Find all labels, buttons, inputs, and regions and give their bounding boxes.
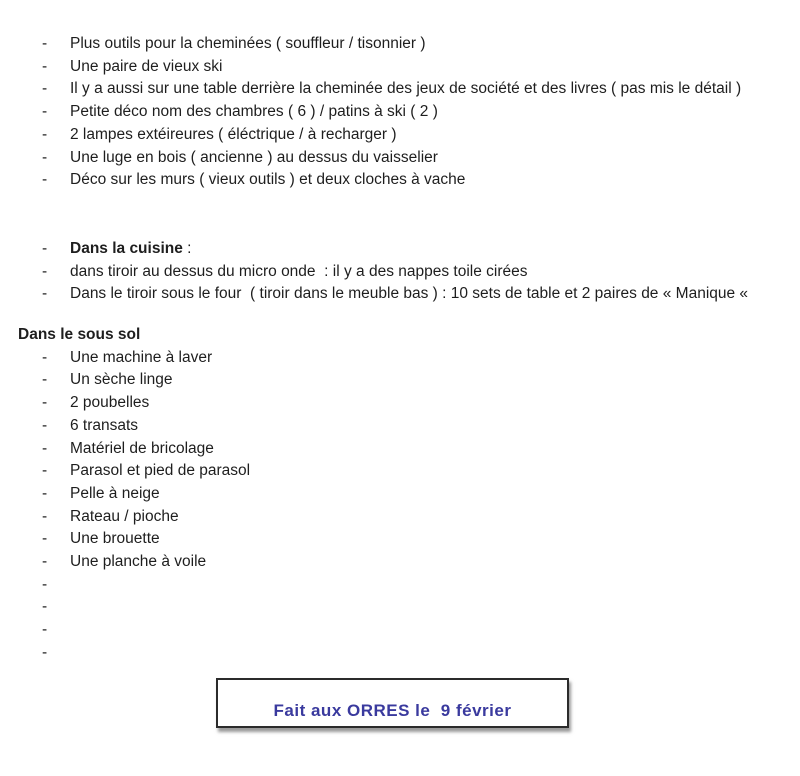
list-item <box>0 147 800 170</box>
list-item <box>0 642 800 665</box>
list-item-text: 6 transats <box>70 416 139 434</box>
dash-bullet: - <box>42 103 48 121</box>
list-item <box>0 169 800 192</box>
list-item-text: Plus outils pour la cheminées ( souffleur / tisonnier ) <box>70 35 426 52</box>
list-item-text: dans tiroir au dessus du micro onde : il y a des nappes toile cirées <box>70 262 528 280</box>
list-item <box>0 619 800 642</box>
dash-bullet: - <box>42 643 48 661</box>
list-item <box>0 415 800 438</box>
list-item-text: Un sèche linge <box>70 371 173 389</box>
list-item <box>0 460 800 483</box>
list-item <box>0 574 800 597</box>
dash-bullet: - <box>42 348 48 366</box>
list-item-text: Déco sur les murs ( vieux outils ) et deux cloches à vache <box>70 171 466 189</box>
sous-sol-list <box>0 324 800 665</box>
list-item-text: Rateau / pioche <box>70 507 179 525</box>
list-item-text <box>70 574 760 597</box>
dash-bullet: - <box>42 439 48 457</box>
dash-bullet: - <box>42 239 48 257</box>
list-item <box>0 483 800 506</box>
list-item <box>0 78 800 101</box>
list-item-text: Matériel de bricolage <box>70 439 214 457</box>
list-item-text: Une luge en bois ( ancienne ) au dessus du vaisselier <box>70 148 438 166</box>
list-item-text: Parasol et pied de parasol <box>70 462 251 480</box>
list-item <box>0 238 800 261</box>
document-sections <box>0 33 800 665</box>
list-item-bold-lead: Dans la cuisine <box>70 239 183 257</box>
list-item-text: Pelle à neige <box>70 484 160 502</box>
list-item-text <box>70 619 760 642</box>
dash-bullet: - <box>42 371 48 389</box>
date-box <box>216 678 569 728</box>
list-item-text: Une brouette <box>70 530 160 548</box>
list-item <box>0 283 800 306</box>
list-item-text: 2 poubelles <box>70 394 150 412</box>
dash-bullet: - <box>42 530 48 548</box>
date-box-label: Fait aux ORRES le 9 février <box>273 700 512 720</box>
list-item <box>0 124 800 147</box>
list-item <box>0 392 800 415</box>
dash-bullet: - <box>42 285 48 303</box>
list-item-text: Petite déco nom des chambres ( 6 ) / patins à ski ( 2 ) <box>70 103 438 121</box>
dash-bullet: - <box>42 416 48 434</box>
list-item <box>0 506 800 529</box>
list-item-text: Une paire de vieux ski <box>70 57 223 75</box>
dash-bullet: - <box>42 484 48 502</box>
list-item <box>0 347 800 370</box>
list-item-text: Dans le tiroir sous le four ( tiroir dans le meuble bas ) : 10 sets de table et 2 paires de « Manique « <box>70 285 749 303</box>
list-item <box>0 528 800 551</box>
list-item-text: Dans la cuisine : <box>70 239 192 257</box>
list-item <box>0 551 800 574</box>
list-item <box>0 596 800 619</box>
dash-bullet: - <box>42 507 48 525</box>
list-item <box>0 56 800 79</box>
list-item <box>0 369 800 392</box>
dash-bullet: - <box>42 553 48 571</box>
dash-bullet: - <box>42 57 48 75</box>
dash-bullet: - <box>42 598 48 616</box>
section-heading: Dans le sous sol <box>18 326 141 344</box>
dash-bullet: - <box>42 462 48 480</box>
list-item <box>0 33 800 56</box>
cheminee-list <box>0 33 800 192</box>
dash-bullet: - <box>42 35 48 52</box>
dash-bullet: - <box>42 621 48 639</box>
list-item <box>0 261 800 284</box>
list-item-text <box>70 596 760 619</box>
list-item-text <box>70 642 760 665</box>
list-item <box>0 438 800 461</box>
list-item-text: Il y a aussi sur une table derrière la cheminée des jeux de société et des livres ( pas mis le détail ) <box>70 80 742 98</box>
list-item-text: Une machine à laver <box>70 348 213 366</box>
dash-bullet: - <box>42 394 48 412</box>
dash-bullet: - <box>42 262 48 280</box>
dash-bullet: - <box>42 80 48 98</box>
cuisine-list <box>0 238 800 306</box>
dash-bullet: - <box>42 171 48 189</box>
list-item <box>0 101 800 124</box>
dash-bullet: - <box>42 148 48 166</box>
list-item-text: 2 lampes extéireures ( éléctrique / à recharger ) <box>70 125 397 143</box>
dash-bullet: - <box>42 575 48 593</box>
list-item-text: Une planche à voile <box>70 553 207 571</box>
dash-bullet: - <box>42 125 48 143</box>
